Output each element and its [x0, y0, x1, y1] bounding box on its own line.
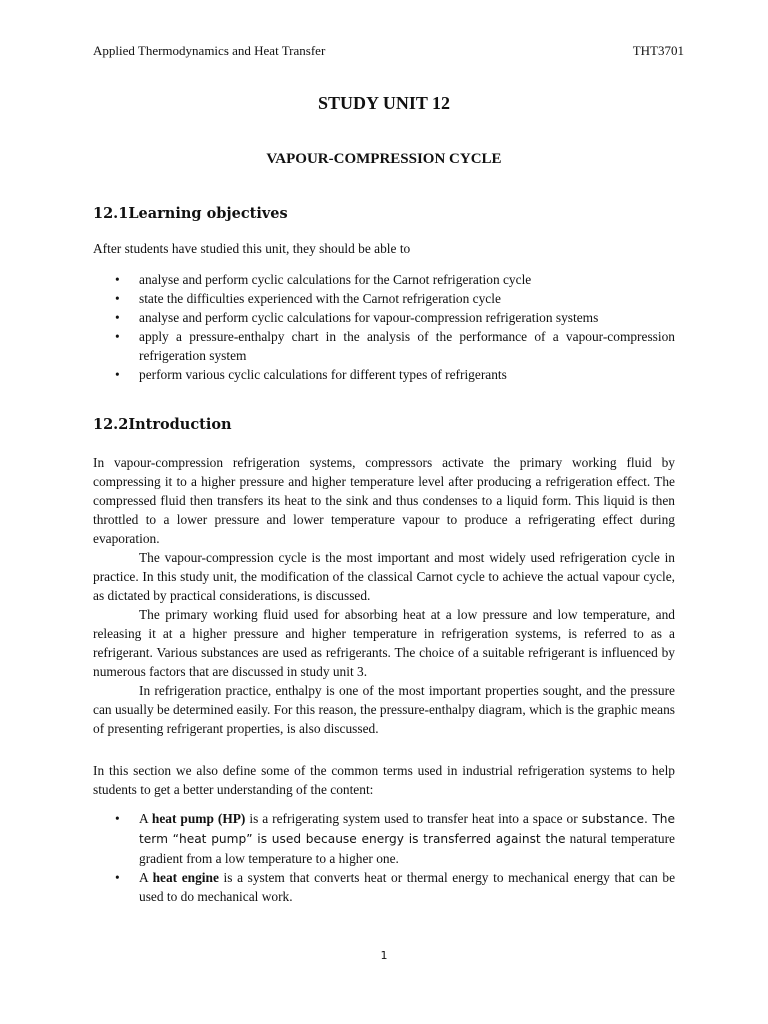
objectives-list: [93, 270, 675, 384]
introduction-body: [93, 453, 675, 738]
definition-term: heat engine: [152, 870, 219, 885]
objectives-intro: [93, 239, 675, 258]
header-course-code: THT3701: [632, 43, 684, 58]
section-title: Learning objectives: [128, 205, 288, 222]
definition-term: heat pump (HP): [151, 811, 246, 826]
paragraph: In this section we also define some of the common terms used in industrial refrigeration systems to help students to get a better understanding of the content:: [93, 763, 675, 797]
list-item: • apply a pressure-enthalpy chart in the analysis of the performance of a vapour-compression refrigeration system: [115, 329, 675, 363]
page-number: 1: [380, 949, 388, 962]
list-item: • analyse and perform cyclic calculations for vapour-compression refrigeration systems: [115, 310, 599, 325]
section-number: 12.1: [93, 205, 129, 222]
list-item: • state the difficulties experienced with the Carnot refrigeration cycle: [115, 291, 501, 306]
header-course-title: Applied Thermodynamics and Heat Transfer: [93, 43, 326, 58]
paragraph: In vapour-compression refrigeration systems, compressors activate the primary working fluid by compressing it to a higher pressure and higher temperature level after producing a refrigeration effect. The compressed fluid then transfers its heat to the sink and thus condenses to a liquid form. This liquid is then throttled to a lower pressure and lower temperature vapour to produce a refrigerating effect during evaporation.: [93, 455, 675, 546]
definition-item: • A heat pump (HP) is a refrigerating system used to transfer heat into a space or substance. The term “heat pump” is used because energy is transferred against the natural temperature gradient from a low temperature to a higher one.: [115, 811, 675, 866]
definitions-list: [93, 809, 675, 906]
paragraph: In refrigeration practice, enthalpy is one of the most important properties sought, and the pressure can usually be determined easily. For this reason, the pressure-enthalpy diagram, which is the graphic means of presenting refrigerant properties, is also discussed.: [93, 683, 675, 736]
section-heading-objectives: [93, 205, 288, 222]
definition-item: • A heat engine is a system that converts heat or thermal energy to mechanical energy that can be used to do mechanical work.: [115, 870, 676, 904]
unit-title: STUDY UNIT 12: [317, 93, 451, 113]
section-title: Introduction: [128, 416, 232, 433]
section-number: 12.2: [93, 416, 129, 433]
chapter-title: VAPOUR-COMPRESSION CYCLE: [266, 151, 502, 167]
paragraph: The primary working fluid used for absorbing heat at a low pressure and low temperature, and releasing it at a higher pressure and higher temperature in refrigeration systems, is referred to as a refrigerant. Various substances are used as refrigerants. The choice of a suitable refrigerant is influenced by numerous factors that are discussed in study unit 3.: [93, 607, 675, 679]
terms-intro: [93, 761, 675, 799]
list-item: • perform various cyclic calculations for different types of refrigerants: [115, 367, 507, 382]
list-item: • analyse and perform cyclic calculations for the Carnot refrigeration cycle: [115, 272, 532, 287]
paragraph: The vapour-compression cycle is the most important and most widely used refrigeration cycle in practice. In this study unit, the modification of the classical Carnot cycle to achieve the actual vapour cycle, as dictated by practical considerations, is discussed.: [93, 550, 675, 603]
section-heading-introduction: [93, 416, 232, 433]
objectives-intro-text: After students have studied this unit, they should be able to: [93, 241, 411, 256]
